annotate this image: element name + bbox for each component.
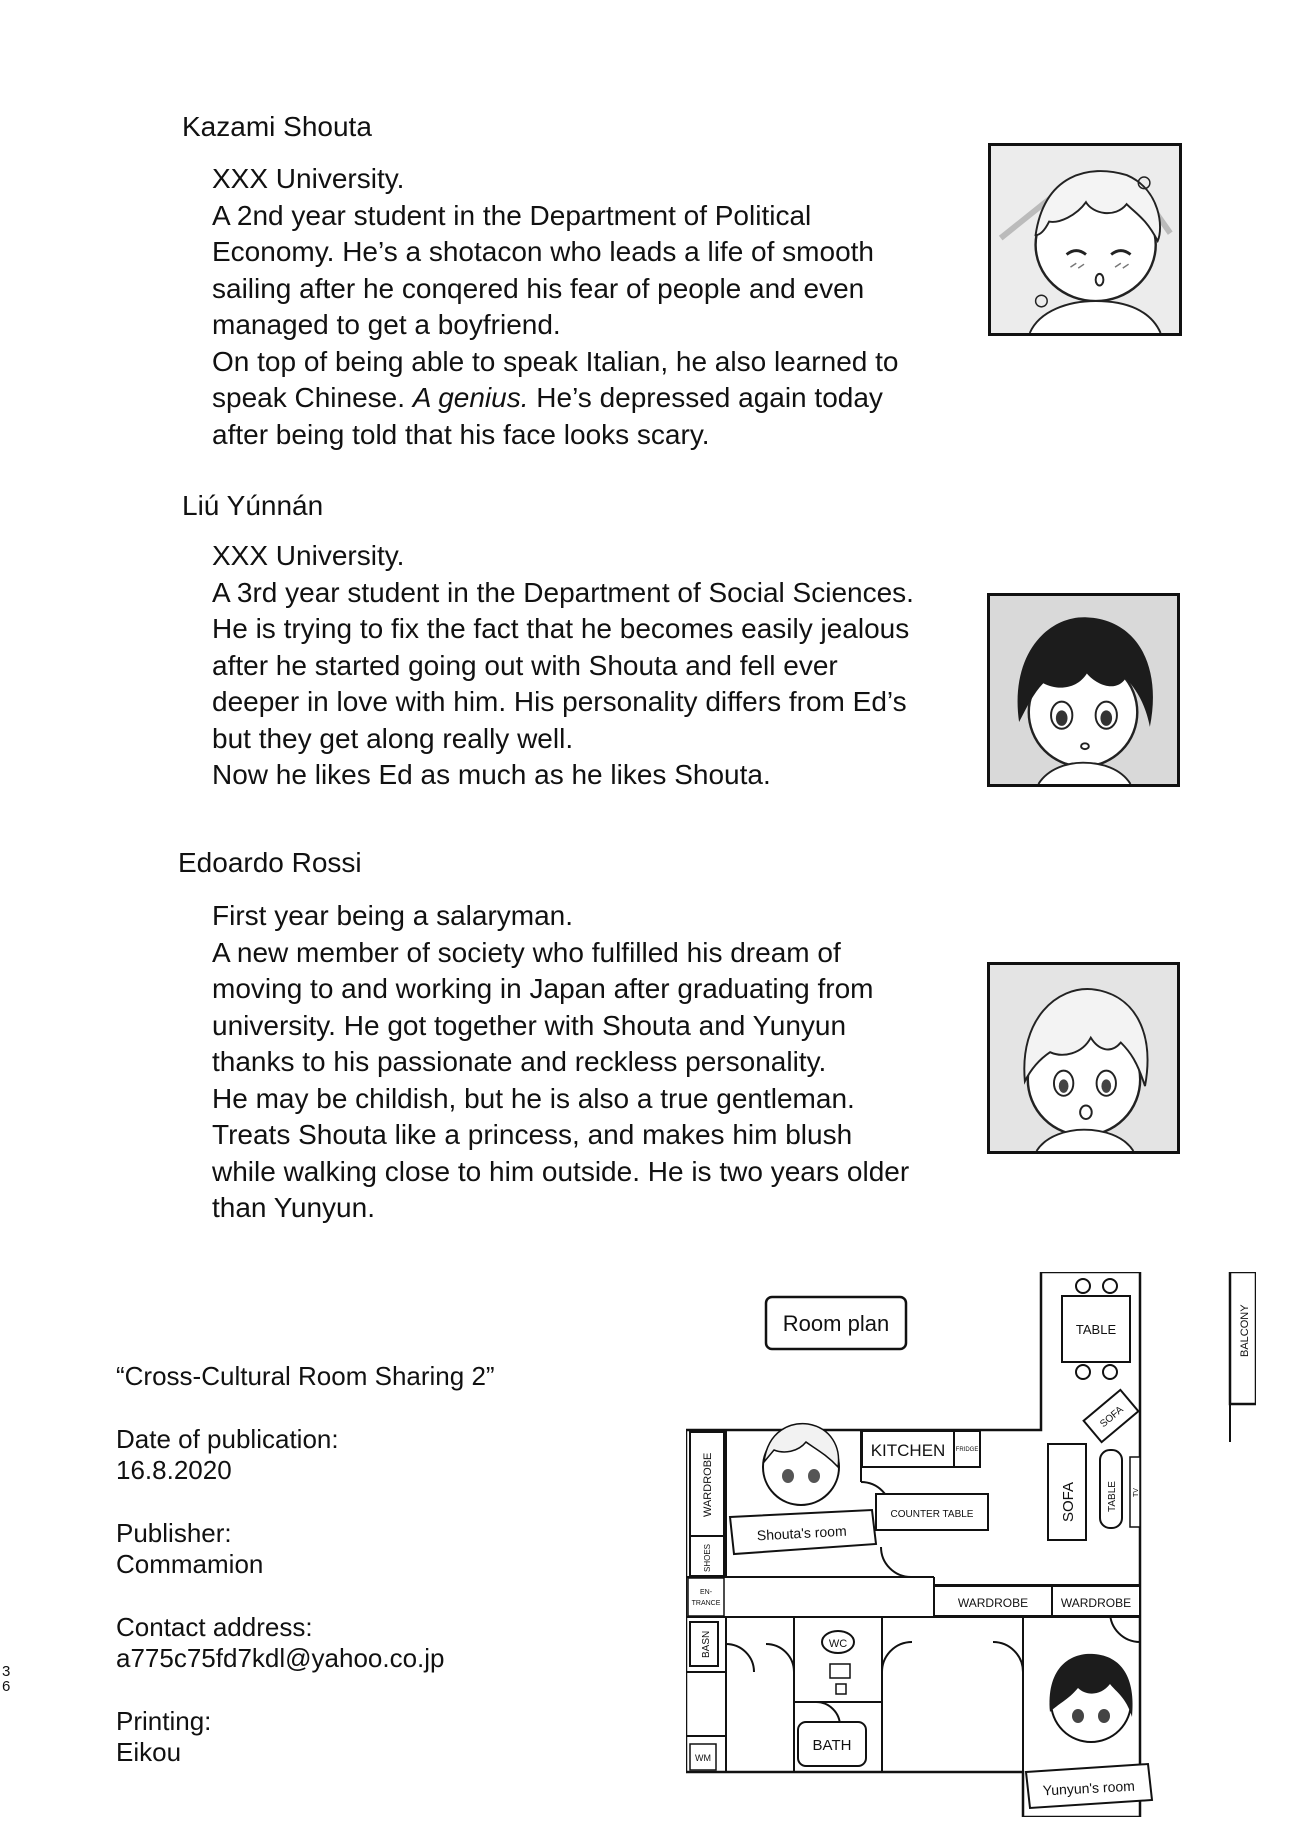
bio-line: managed to get a boyfriend.	[212, 309, 561, 340]
character-name-edoardo: Edoardo Rossi	[178, 847, 362, 878]
svg-text:KITCHEN: KITCHEN	[870, 1441, 946, 1460]
page-number	[2, 1664, 12, 1694]
door-swing	[766, 1644, 794, 1672]
svg-text:EN-: EN-	[699, 1589, 713, 1596]
wardrobe-a	[934, 1586, 1052, 1616]
svg-text:TRANCE: TRANCE	[691, 1600, 721, 1607]
bio-line: A 3rd year student in the Department of Social Sciences.	[212, 576, 914, 608]
bio-line: thanks to his passionate and reckless personality.	[212, 1046, 827, 1077]
svg-text:WM: WM	[695, 1753, 711, 1763]
bio-line: Now he likes Ed as much as he likes Shouta.	[212, 759, 771, 790]
bio-line: than Yunyun.	[212, 1192, 375, 1223]
wc	[822, 1631, 854, 1694]
bio-line: while walking close to him outside. He is two years older	[212, 1155, 910, 1187]
bio-line: XXX University.	[212, 163, 405, 194]
character-name-shouta: Kazami Shouta	[182, 111, 372, 142]
svg-text:SOFA: SOFA	[1060, 1481, 1077, 1522]
character-bio-edoardo	[212, 898, 992, 1227]
yunnan-face-illustration	[990, 596, 1177, 784]
small-sofa	[1084, 1390, 1139, 1442]
coffee-table	[1100, 1450, 1122, 1528]
sofa	[1048, 1444, 1086, 1540]
page-number-digit: 6	[2, 1678, 11, 1695]
svg-text:WC: WC	[828, 1638, 848, 1650]
svg-text:WARDROBE: WARDROBE	[1060, 1596, 1132, 1610]
contact-block	[116, 1612, 495, 1674]
edoardo-portrait	[987, 962, 1180, 1154]
bio-text: He’s depressed again today	[528, 382, 883, 413]
door-swing	[881, 1547, 911, 1577]
bio-line: deeper in love with him. His personality differs from Ed’s	[212, 686, 907, 717]
room-plan-drawing	[686, 1272, 1256, 1817]
counter-table	[876, 1494, 988, 1530]
shouta-face-illustration	[991, 146, 1179, 333]
printing-value: Eikou	[116, 1737, 182, 1767]
room-plan	[686, 1272, 1256, 1817]
printing-label: Printing:	[116, 1706, 212, 1736]
kitchen	[862, 1431, 980, 1467]
bio-text: speak Chinese.	[212, 382, 413, 413]
printing-block	[116, 1706, 495, 1768]
entrance	[688, 1578, 724, 1616]
svg-text:TV: TV	[1133, 1488, 1140, 1497]
bio-line: A 2nd year student in the Department of Political	[212, 199, 812, 231]
bio-line: A new member of society who fulfilled his dream of	[212, 936, 841, 968]
door-swing	[993, 1642, 1023, 1672]
yunyun-room	[1026, 1654, 1152, 1808]
character-bio-yunnan	[212, 538, 992, 794]
bio-emphasis: A genius.	[412, 382, 529, 413]
svg-text:TABLE: TABLE	[1075, 1322, 1117, 1337]
svg-text:Shouta's room: Shouta's room	[756, 1522, 848, 1544]
room-plan-title	[766, 1297, 906, 1349]
page-number-digit: 3	[2, 1663, 11, 1680]
bio-line: On top of being able to speak Italian, he also learned to	[212, 345, 899, 377]
bio-line: Economy. He’s a shotacon who leads a life of smooth	[212, 236, 874, 267]
svg-text:WARDROBE: WARDROBE	[702, 1452, 714, 1517]
bio-line: after being told that his face looks scary.	[212, 418, 710, 450]
contact-label: Contact address:	[116, 1612, 313, 1642]
edoardo-face-illustration	[990, 965, 1177, 1151]
publication-date-block	[116, 1424, 495, 1486]
svg-text:FRIDGE: FRIDGE	[955, 1447, 979, 1453]
svg-text:TABLE: TABLE	[1107, 1481, 1118, 1512]
basin	[690, 1622, 718, 1666]
wardrobe-b	[1052, 1586, 1140, 1616]
svg-text:BATH: BATH	[812, 1737, 852, 1754]
character-name-yunnan: Liú Yúnnán	[182, 490, 324, 521]
bio-line: He may be childish, but he is also a true gentleman.	[212, 1082, 855, 1114]
door-swing	[726, 1644, 754, 1672]
shouta-room	[690, 1424, 876, 1576]
publisher-block	[116, 1518, 495, 1580]
publication-date-value: 16.8.2020	[116, 1455, 232, 1485]
svg-text:WARDROBE: WARDROBE	[957, 1596, 1029, 1610]
washing-machine	[690, 1744, 716, 1770]
colophon	[116, 1361, 495, 1800]
bio-line	[212, 380, 992, 417]
bio-line: XXX University.	[212, 540, 405, 571]
tv	[1130, 1457, 1140, 1527]
publisher-label: Publisher:	[116, 1518, 232, 1548]
contact-value: a775c75fd7kdl@yahoo.co.jp	[116, 1643, 445, 1673]
bath	[798, 1722, 866, 1766]
balcony-label: BALCONY	[1239, 1304, 1251, 1357]
dining-table	[1062, 1279, 1130, 1379]
svg-text:Yunyun's room: Yunyun's room	[1042, 1777, 1136, 1799]
bio-line: but they get along really well.	[212, 722, 574, 754]
svg-text:COUNTER TABLE: COUNTER TABLE	[890, 1509, 974, 1520]
yunnan-portrait	[987, 593, 1180, 787]
bio-line: He is trying to fix the fact that he becomes easily jealous	[212, 613, 910, 644]
bio-line: Treats Shouta like a princess, and makes him blush	[212, 1119, 853, 1150]
publisher-value: Commamion	[116, 1549, 264, 1579]
svg-text:BASN: BASN	[701, 1630, 712, 1658]
book-title: “Cross-Cultural Room Sharing 2”	[116, 1361, 495, 1391]
svg-text:SHOES: SHOES	[703, 1543, 712, 1572]
bio-line: sailing after he conqered his fear of people and even	[212, 272, 865, 304]
character-bio-shouta	[212, 161, 992, 453]
bio-line: after he started going out with Shouta and fell ever	[212, 649, 838, 681]
publication-date-label: Date of publication:	[116, 1424, 339, 1454]
svg-text:SOFA: SOFA	[1098, 1404, 1126, 1430]
bio-line: moving to and working in Japan after graduating from	[212, 973, 874, 1004]
bio-line: First year being a salaryman.	[212, 900, 574, 931]
shouta-portrait	[988, 143, 1182, 336]
door-swing	[882, 1642, 912, 1672]
svg-text:Room plan: Room plan	[782, 1311, 890, 1336]
bio-line: university. He got together with Shouta and Yunyun	[212, 1009, 847, 1041]
